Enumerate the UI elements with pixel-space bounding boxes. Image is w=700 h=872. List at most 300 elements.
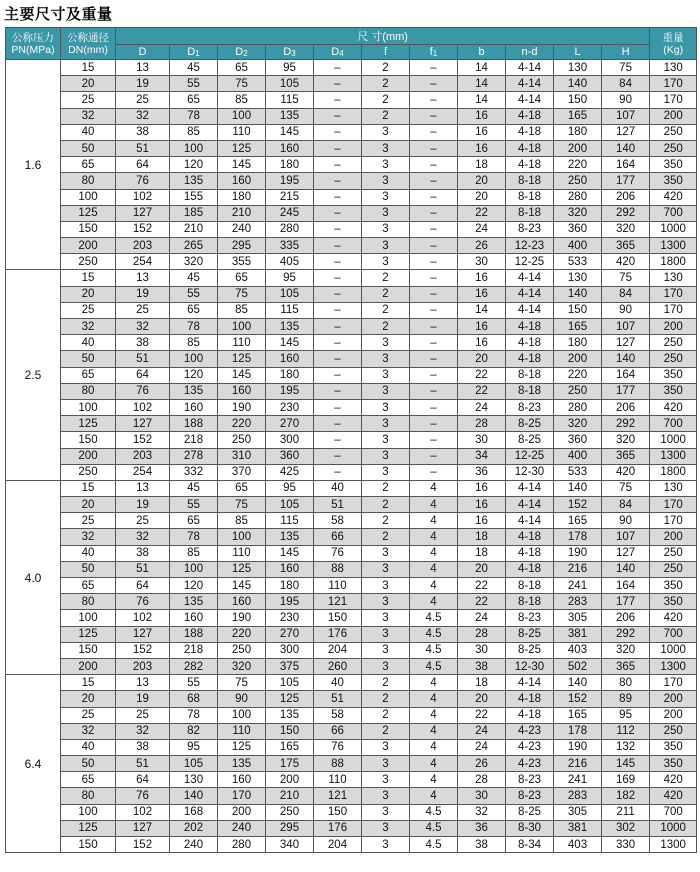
cell-b: 22 — [458, 578, 506, 594]
cell-d1: 120 — [170, 157, 218, 173]
cell-d2: 180 — [218, 189, 266, 205]
cell-dn: 80 — [61, 173, 116, 189]
cell-h: 177 — [602, 383, 650, 399]
cell-d2: 90 — [218, 691, 266, 707]
cell-b: 38 — [458, 837, 506, 853]
cell-dn: 40 — [61, 124, 116, 140]
cell-l: 533 — [554, 464, 602, 480]
cell-d4: – — [314, 286, 362, 302]
cell-d4: 204 — [314, 837, 362, 853]
cell-weight: 250 — [650, 124, 697, 140]
cell-dn: 20 — [61, 691, 116, 707]
cell-d: 127 — [116, 205, 170, 221]
cell-f: 3 — [362, 594, 410, 610]
table-row — [6, 739, 697, 755]
cell-d2: 295 — [218, 238, 266, 254]
page-title: 主要尺寸及重量 — [4, 5, 113, 23]
cell-dn: 200 — [61, 238, 116, 254]
cell-b: 14 — [458, 60, 506, 76]
cell-d4: – — [314, 254, 362, 270]
cell-h: 84 — [602, 76, 650, 92]
cell-weight: 250 — [650, 723, 697, 739]
cell-l: 403 — [554, 837, 602, 853]
cell-h: 112 — [602, 723, 650, 739]
table-row — [6, 820, 697, 836]
cell-n-d: 4-14 — [506, 675, 554, 691]
cell-dn: 25 — [61, 707, 116, 723]
cell-f: 2 — [362, 76, 410, 92]
cell-d: 19 — [116, 286, 170, 302]
cell-l: 150 — [554, 302, 602, 318]
cell-n-d: 12-30 — [506, 658, 554, 674]
header-dn — [61, 28, 116, 60]
cell-weight: 170 — [650, 92, 697, 108]
table-row — [6, 480, 697, 496]
cell-weight: 170 — [650, 286, 697, 302]
cell-weight: 130 — [650, 480, 697, 496]
cell-f1: – — [410, 383, 458, 399]
cell-d4: 204 — [314, 642, 362, 658]
cell-l: 280 — [554, 189, 602, 205]
header-weight — [650, 28, 697, 60]
cell-l: 190 — [554, 545, 602, 561]
cell-d3: 135 — [266, 108, 314, 124]
cell-weight: 700 — [650, 804, 697, 820]
cell-b: 16 — [458, 513, 506, 529]
cell-d: 51 — [116, 756, 170, 772]
cell-d: 38 — [116, 545, 170, 561]
table-row — [6, 189, 697, 205]
cell-l: 250 — [554, 173, 602, 189]
cell-f1: – — [410, 254, 458, 270]
cell-dn: 150 — [61, 432, 116, 448]
table-row — [6, 383, 697, 399]
cell-d1: 265 — [170, 238, 218, 254]
cell-d4: 150 — [314, 610, 362, 626]
table-row — [6, 432, 697, 448]
cell-d4: – — [314, 383, 362, 399]
cell-d3: 300 — [266, 642, 314, 658]
cell-d4: – — [314, 221, 362, 237]
pn-group-cell: 1.6 — [6, 60, 61, 270]
cell-dn: 80 — [61, 594, 116, 610]
cell-l: 150 — [554, 92, 602, 108]
cell-dn: 32 — [61, 723, 116, 739]
cell-d: 76 — [116, 173, 170, 189]
cell-h: 320 — [602, 642, 650, 658]
cell-d1: 78 — [170, 529, 218, 545]
cell-l: 320 — [554, 205, 602, 221]
cell-d3: 135 — [266, 707, 314, 723]
cell-d2: 85 — [218, 302, 266, 318]
cell-d1: 65 — [170, 302, 218, 318]
cell-d4: 260 — [314, 658, 362, 674]
cell-dn: 125 — [61, 626, 116, 642]
header-sub-n-d: n-d — [506, 45, 554, 60]
cell-n-d: 12-23 — [506, 238, 554, 254]
cell-d3: 180 — [266, 367, 314, 383]
cell-d3: 195 — [266, 173, 314, 189]
cell-dn: 80 — [61, 383, 116, 399]
table-row — [6, 205, 697, 221]
cell-d1: 85 — [170, 124, 218, 140]
cell-d4: – — [314, 173, 362, 189]
cell-d: 102 — [116, 189, 170, 205]
cell-n-d: 4-23 — [506, 739, 554, 755]
cell-f1: 4 — [410, 594, 458, 610]
cell-b: 30 — [458, 788, 506, 804]
table-row — [6, 642, 697, 658]
table-row — [6, 545, 697, 561]
cell-weight: 200 — [650, 108, 697, 124]
cell-b: 16 — [458, 286, 506, 302]
cell-f1: – — [410, 432, 458, 448]
cell-f1: – — [410, 351, 458, 367]
cell-d1: 120 — [170, 578, 218, 594]
cell-f1: 4 — [410, 513, 458, 529]
cell-d: 38 — [116, 124, 170, 140]
cell-d2: 100 — [218, 108, 266, 124]
table-body — [6, 60, 697, 853]
table-row — [6, 626, 697, 642]
table-row — [6, 254, 697, 270]
cell-d1: 120 — [170, 367, 218, 383]
cell-d1: 135 — [170, 173, 218, 189]
cell-dn: 250 — [61, 464, 116, 480]
cell-h: 75 — [602, 480, 650, 496]
cell-d: 64 — [116, 772, 170, 788]
cell-f: 3 — [362, 756, 410, 772]
cell-f1: 4.5 — [410, 642, 458, 658]
cell-d: 19 — [116, 691, 170, 707]
cell-b: 20 — [458, 561, 506, 577]
cell-f: 3 — [362, 610, 410, 626]
cell-d4: – — [314, 351, 362, 367]
cell-f: 3 — [362, 658, 410, 674]
cell-h: 420 — [602, 464, 650, 480]
cell-d: 203 — [116, 238, 170, 254]
cell-d2: 75 — [218, 675, 266, 691]
cell-d1: 78 — [170, 108, 218, 124]
cell-n-d: 4-14 — [506, 60, 554, 76]
cell-f: 3 — [362, 335, 410, 351]
cell-d: 19 — [116, 76, 170, 92]
cell-h: 292 — [602, 205, 650, 221]
cell-f1: – — [410, 448, 458, 464]
cell-l: 190 — [554, 739, 602, 755]
cell-d: 38 — [116, 335, 170, 351]
cell-h: 330 — [602, 837, 650, 853]
cell-weight: 420 — [650, 610, 697, 626]
cell-n-d: 4-18 — [506, 691, 554, 707]
cell-d1: 135 — [170, 594, 218, 610]
cell-b: 30 — [458, 432, 506, 448]
cell-b: 18 — [458, 545, 506, 561]
cell-d: 127 — [116, 626, 170, 642]
cell-dn: 15 — [61, 60, 116, 76]
cell-f: 3 — [362, 578, 410, 594]
cell-weight: 130 — [650, 60, 697, 76]
cell-dn: 40 — [61, 545, 116, 561]
cell-d4: – — [314, 319, 362, 335]
header-sub-f1: $f_1$ — [410, 45, 458, 60]
cell-f1: 4.5 — [410, 820, 458, 836]
cell-weight: 350 — [650, 739, 697, 755]
cell-d3: 195 — [266, 594, 314, 610]
cell-f: 3 — [362, 416, 410, 432]
cell-h: 90 — [602, 92, 650, 108]
cell-l: 152 — [554, 497, 602, 513]
cell-d2: 240 — [218, 820, 266, 836]
cell-h: 169 — [602, 772, 650, 788]
cell-b: 38 — [458, 658, 506, 674]
cell-d4: 76 — [314, 545, 362, 561]
cell-l: 165 — [554, 319, 602, 335]
header-sub-f: f — [362, 45, 410, 60]
cell-f1: – — [410, 173, 458, 189]
cell-d4: 121 — [314, 594, 362, 610]
cell-d: 102 — [116, 804, 170, 820]
cell-b: 22 — [458, 205, 506, 221]
cell-n-d: 8-18 — [506, 367, 554, 383]
cell-d1: 218 — [170, 642, 218, 658]
table-row — [6, 497, 697, 513]
cell-d1: 140 — [170, 788, 218, 804]
cell-weight: 170 — [650, 302, 697, 318]
cell-l: 200 — [554, 351, 602, 367]
cell-d3: 145 — [266, 124, 314, 140]
cell-f: 3 — [362, 739, 410, 755]
cell-n-d: 8-23 — [506, 788, 554, 804]
cell-h: 90 — [602, 513, 650, 529]
cell-weight: 170 — [650, 497, 697, 513]
cell-b: 24 — [458, 739, 506, 755]
table-row — [6, 837, 697, 853]
cell-l: 178 — [554, 529, 602, 545]
header-sub-d: D — [116, 45, 170, 60]
cell-d3: 295 — [266, 820, 314, 836]
cell-d2: 75 — [218, 286, 266, 302]
cell-d2: 110 — [218, 124, 266, 140]
table-row — [6, 529, 697, 545]
cell-weight: 350 — [650, 756, 697, 772]
cell-f: 3 — [362, 448, 410, 464]
cell-d4: 40 — [314, 480, 362, 496]
cell-f: 3 — [362, 626, 410, 642]
cell-f: 3 — [362, 820, 410, 836]
table-row — [6, 60, 697, 76]
cell-d2: 355 — [218, 254, 266, 270]
cell-f: 3 — [362, 545, 410, 561]
cell-dn: 100 — [61, 399, 116, 415]
cell-f1: – — [410, 92, 458, 108]
cell-d4: 66 — [314, 723, 362, 739]
cell-f: 2 — [362, 302, 410, 318]
cell-d4: 176 — [314, 626, 362, 642]
cell-d2: 65 — [218, 480, 266, 496]
cell-f: 2 — [362, 286, 410, 302]
cell-b: 20 — [458, 351, 506, 367]
cell-weight: 1300 — [650, 658, 697, 674]
cell-d2: 75 — [218, 76, 266, 92]
cell-f1: 4 — [410, 529, 458, 545]
cell-dn: 200 — [61, 448, 116, 464]
cell-weight: 700 — [650, 416, 697, 432]
cell-h: 84 — [602, 497, 650, 513]
cell-l: 165 — [554, 707, 602, 723]
header-sub-l: L — [554, 45, 602, 60]
cell-d2: 200 — [218, 804, 266, 820]
cell-f: 3 — [362, 561, 410, 577]
cell-f: 3 — [362, 238, 410, 254]
cell-d: 152 — [116, 837, 170, 853]
cell-dn: 40 — [61, 335, 116, 351]
cell-f1: 4 — [410, 756, 458, 772]
header-sub-h: H — [602, 45, 650, 60]
cell-weight: 200 — [650, 319, 697, 335]
cell-l: 220 — [554, 157, 602, 173]
cell-d1: 105 — [170, 756, 218, 772]
cell-d3: 95 — [266, 480, 314, 496]
cell-b: 18 — [458, 529, 506, 545]
cell-weight: 250 — [650, 545, 697, 561]
cell-dn: 250 — [61, 254, 116, 270]
cell-b: 18 — [458, 157, 506, 173]
cell-b: 26 — [458, 238, 506, 254]
cell-weight: 170 — [650, 675, 697, 691]
cell-dn: 100 — [61, 610, 116, 626]
cell-d4: – — [314, 60, 362, 76]
cell-l: 152 — [554, 691, 602, 707]
cell-dn: 50 — [61, 140, 116, 156]
cell-h: 292 — [602, 416, 650, 432]
cell-d1: 55 — [170, 497, 218, 513]
cell-n-d: 8-18 — [506, 383, 554, 399]
cell-dn: 32 — [61, 319, 116, 335]
cell-l: 130 — [554, 270, 602, 286]
cell-d: 32 — [116, 108, 170, 124]
cell-f1: 4.5 — [410, 837, 458, 853]
cell-f1: – — [410, 367, 458, 383]
cell-f: 3 — [362, 837, 410, 853]
table-row — [6, 335, 697, 351]
cell-d3: 200 — [266, 772, 314, 788]
cell-d2: 320 — [218, 658, 266, 674]
cell-dn: 15 — [61, 480, 116, 496]
cell-b: 26 — [458, 756, 506, 772]
cell-h: 95 — [602, 707, 650, 723]
cell-h: 127 — [602, 124, 650, 140]
cell-h: 365 — [602, 238, 650, 254]
cell-h: 320 — [602, 432, 650, 448]
cell-d4: – — [314, 270, 362, 286]
cell-h: 302 — [602, 820, 650, 836]
header-pn-line2: PN(MPa) — [11, 43, 55, 56]
cell-weight: 200 — [650, 707, 697, 723]
cell-n-d: 12-25 — [506, 448, 554, 464]
cell-d: 152 — [116, 432, 170, 448]
cell-f: 2 — [362, 108, 410, 124]
cell-dn: 80 — [61, 788, 116, 804]
cell-h: 107 — [602, 529, 650, 545]
cell-f1: 4 — [410, 578, 458, 594]
cell-weight: 250 — [650, 140, 697, 156]
cell-n-d: 4-18 — [506, 561, 554, 577]
cell-dn: 100 — [61, 804, 116, 820]
cell-d3: 280 — [266, 221, 314, 237]
table-row — [6, 108, 697, 124]
cell-d3: 115 — [266, 513, 314, 529]
cell-n-d: 8-23 — [506, 399, 554, 415]
cell-b: 16 — [458, 480, 506, 496]
cell-f1: 4.5 — [410, 610, 458, 626]
cell-d: 13 — [116, 60, 170, 76]
cell-d1: 160 — [170, 610, 218, 626]
cell-d3: 425 — [266, 464, 314, 480]
table-row — [6, 464, 697, 480]
cell-f: 3 — [362, 788, 410, 804]
cell-n-d: 8-18 — [506, 205, 554, 221]
cell-d: 25 — [116, 707, 170, 723]
cell-d4: 110 — [314, 578, 362, 594]
cell-l: 140 — [554, 286, 602, 302]
cell-f: 2 — [362, 92, 410, 108]
cell-n-d: 4-18 — [506, 124, 554, 140]
cell-b: 24 — [458, 399, 506, 415]
cell-dn: 100 — [61, 189, 116, 205]
cell-d2: 110 — [218, 335, 266, 351]
cell-weight: 170 — [650, 513, 697, 529]
cell-weight: 350 — [650, 173, 697, 189]
cell-d1: 240 — [170, 837, 218, 853]
table-row — [6, 561, 697, 577]
cell-h: 140 — [602, 140, 650, 156]
cell-d1: 188 — [170, 626, 218, 642]
cell-d3: 180 — [266, 157, 314, 173]
cell-d1: 55 — [170, 76, 218, 92]
cell-d: 152 — [116, 221, 170, 237]
cell-dn: 32 — [61, 108, 116, 124]
table-row — [6, 723, 697, 739]
cell-n-d: 12-25 — [506, 254, 554, 270]
table-row — [6, 416, 697, 432]
table-row — [6, 448, 697, 464]
header-sub-b: b — [458, 45, 506, 60]
cell-n-d: 4-18 — [506, 108, 554, 124]
cell-d2: 240 — [218, 221, 266, 237]
cell-d1: 210 — [170, 221, 218, 237]
cell-d1: 218 — [170, 432, 218, 448]
cell-weight: 1800 — [650, 254, 697, 270]
cell-l: 400 — [554, 448, 602, 464]
cell-n-d: 8-23 — [506, 772, 554, 788]
table-row — [6, 286, 697, 302]
cell-n-d: 4-14 — [506, 270, 554, 286]
cell-b: 22 — [458, 594, 506, 610]
table-row — [6, 221, 697, 237]
cell-h: 127 — [602, 335, 650, 351]
cell-d3: 270 — [266, 626, 314, 642]
cell-d2: 125 — [218, 140, 266, 156]
cell-n-d: 4-14 — [506, 92, 554, 108]
cell-d1: 188 — [170, 416, 218, 432]
header-pn — [6, 28, 61, 60]
cell-d4: 121 — [314, 788, 362, 804]
cell-l: 180 — [554, 124, 602, 140]
cell-d4: – — [314, 76, 362, 92]
cell-d1: 155 — [170, 189, 218, 205]
cell-d1: 78 — [170, 707, 218, 723]
